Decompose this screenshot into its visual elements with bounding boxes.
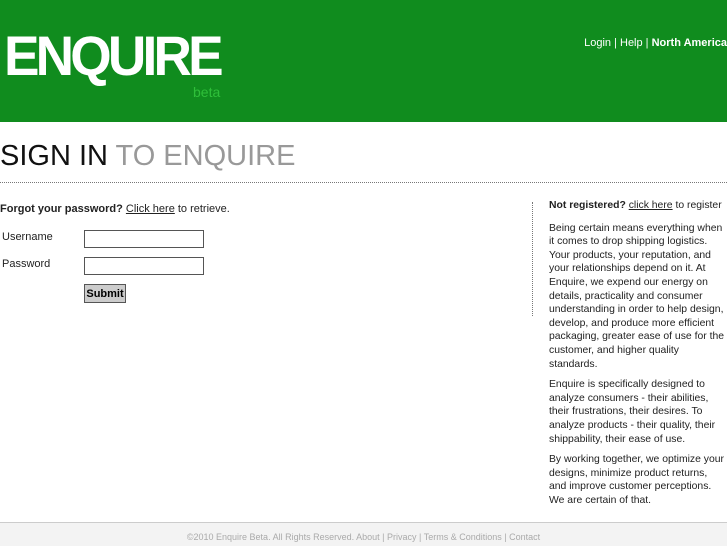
- forgot-label: Forgot your password?: [0, 203, 123, 215]
- separator: |: [501, 532, 510, 542]
- vertical-divider: [532, 202, 533, 316]
- username-input[interactable]: [84, 230, 204, 248]
- username-label: Username: [2, 231, 53, 243]
- divider: [0, 182, 727, 183]
- paragraph: Enquire is specifically designed to analyze consumers - their abilities, their frustrations, their desires. To analyze products - their quality, their shippability, their ease of use.: [549, 379, 716, 445]
- submit-button[interactable]: Submit: [84, 284, 126, 303]
- privacy-link[interactable]: Privacy: [387, 532, 417, 542]
- not-registered-label: Not registered?: [549, 200, 626, 211]
- register-link[interactable]: click here: [628, 200, 673, 211]
- region-link[interactable]: North America: [651, 37, 727, 49]
- separator: |: [642, 37, 652, 49]
- header: [0, 0, 727, 122]
- forgot-rest: to retrieve.: [174, 203, 230, 215]
- terms-link[interactable]: Terms & Conditions: [423, 532, 502, 542]
- register-rest: to register: [672, 200, 722, 211]
- password-label: Password: [2, 258, 51, 270]
- top-nav: [584, 37, 727, 49]
- paragraph: Being certain means everything when it comes to drop shipping logistics. Your products, your reputation, and your relationships depend on it. At Enquire, we expend our energy on details, practicality and consumer understanding in order to help design, develop, and produce more efficient packaging, greater ease of use for the customer, and higher quality standards.: [549, 222, 725, 370]
- separator: |: [379, 532, 387, 542]
- copyright: ©2010 Enquire Beta. All Rights Reserved.: [186, 532, 355, 542]
- password-input[interactable]: [84, 257, 204, 275]
- paragraph: By working together, we optimize your designs, minimize product returns, and improve customer perceptions. We are certain of that.: [549, 454, 724, 506]
- beta-label: beta: [193, 84, 221, 100]
- help-link[interactable]: Help: [620, 37, 643, 49]
- logo[interactable]: ENQUIRE: [4, 24, 220, 87]
- separator: |: [416, 532, 424, 542]
- footer: [0, 522, 727, 546]
- contact-link[interactable]: Contact: [509, 532, 541, 542]
- title-main: SIGN IN: [0, 140, 108, 172]
- separator: |: [611, 37, 620, 49]
- sidebar: [549, 199, 727, 514]
- forgot-link[interactable]: Click here: [125, 203, 175, 215]
- login-link[interactable]: Login: [584, 37, 612, 49]
- forgot-password: [0, 203, 230, 216]
- page-title: [0, 139, 295, 173]
- about-link[interactable]: About: [356, 532, 380, 542]
- title-sub: TO ENQUIRE: [107, 140, 296, 172]
